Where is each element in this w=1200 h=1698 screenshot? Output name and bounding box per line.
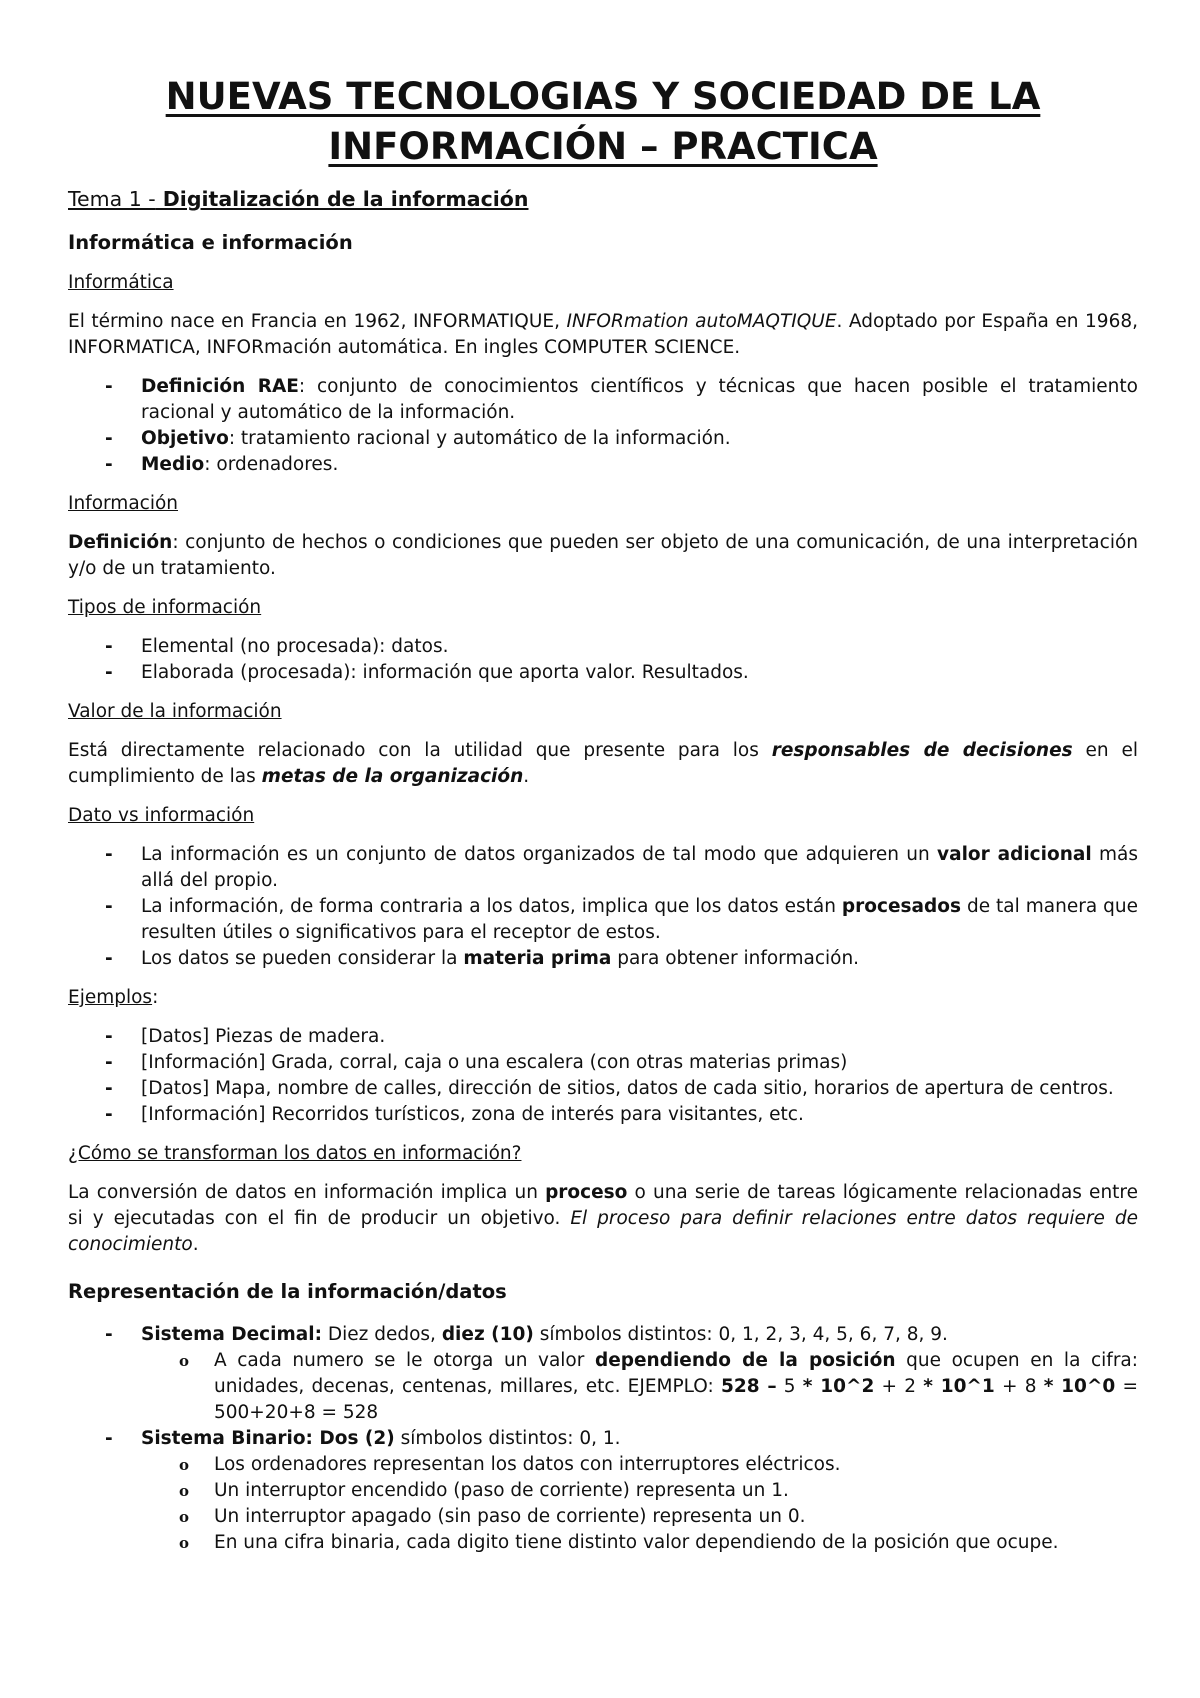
sublist-binario bbox=[141, 1452, 1138, 1556]
list-item: - Elemental (no procesada): datos. bbox=[68, 634, 1138, 660]
title-line-1: NUEVAS TECNOLOGIAS Y SOCIEDAD DE LA bbox=[165, 75, 1041, 118]
text-run: La información es un conjunto de datos organizados de tal modo que adquieren un bbox=[141, 844, 938, 865]
list-item bbox=[68, 894, 1138, 946]
list-tipos bbox=[68, 634, 1138, 686]
text-run: : conjunto de conocimientos científicos y técnicas que hacen posible el tratamiento racional y automático de la información. bbox=[141, 376, 1138, 423]
text-run: símbolos distintos: 0, 1. bbox=[394, 1428, 621, 1449]
text-run: A cada numero se le otorga un valor bbox=[214, 1350, 595, 1371]
text-run: : bbox=[152, 987, 159, 1008]
text-run: : tratamiento racional y automático de la información. bbox=[228, 428, 731, 449]
bold-italic-run: responsables de decisiones bbox=[771, 740, 1073, 761]
paragraph-informatica bbox=[68, 309, 1138, 361]
bold-term: Sistema Decimal: bbox=[141, 1324, 322, 1345]
bold-term: * 10^0 bbox=[1043, 1376, 1116, 1397]
text-run: en el cumplimiento de las bbox=[68, 740, 1138, 787]
subheading-informatica: Informática bbox=[68, 272, 174, 293]
text-run: Los datos se pueden considerar la bbox=[141, 948, 464, 969]
subheading-ejemplos bbox=[68, 985, 1138, 1011]
bold-term: Sistema Binario: Dos (2) bbox=[141, 1428, 395, 1449]
bold-italic-run: metas de la organización bbox=[261, 766, 524, 787]
paragraph-valor bbox=[68, 738, 1138, 790]
bold-term: proceso bbox=[545, 1182, 628, 1203]
list-ejemplos bbox=[68, 1024, 1138, 1128]
bold-term: Definición RAE bbox=[141, 376, 299, 397]
section-heading-informatica-informacion: Informática e información bbox=[68, 231, 353, 254]
bold-term: 528 – bbox=[720, 1376, 777, 1397]
italic-run: INFORmation autoMAQTIQUE bbox=[566, 311, 837, 332]
list-item bbox=[68, 426, 1138, 452]
bold-term: Medio bbox=[141, 454, 205, 475]
sublist-item: o Un interruptor encendido (paso de corriente) representa un 1. bbox=[138, 1478, 1138, 1504]
list-item: - [Información] Recorridos turísticos, zona de interés para visitantes, etc. bbox=[68, 1102, 1138, 1128]
text-run: o una serie de tareas lógicamente relacionadas entre si y ejecutadas con el fin de producir un objetivo. bbox=[68, 1182, 1138, 1229]
text-run: : ordenadores. bbox=[204, 454, 339, 475]
list-item: - [Datos] Piezas de madera. bbox=[68, 1024, 1138, 1050]
text-run: que ocupen en la cifra: unidades, decenas, centenas, millares, etc. EJEMPLO: bbox=[214, 1350, 1138, 1397]
sublist-decimal bbox=[141, 1348, 1138, 1426]
list-item bbox=[68, 452, 1138, 478]
text-run: + 8 bbox=[994, 1376, 1044, 1397]
document-content bbox=[68, 72, 1138, 1556]
text-run: El término nace en Francia en 1962, INFORMATIQUE, bbox=[68, 311, 567, 332]
paragraph-como bbox=[68, 1180, 1138, 1258]
list-dato-vs bbox=[68, 842, 1138, 972]
text-run: . bbox=[192, 1234, 199, 1255]
list-item bbox=[68, 946, 1138, 972]
document-title bbox=[68, 72, 1138, 172]
paragraph-definicion bbox=[68, 530, 1138, 582]
list-item-binario bbox=[68, 1426, 1138, 1556]
sublist-item: o En una cifra binaria, cada digito tiene distinto valor dependiendo de la posición que ocupe. bbox=[138, 1530, 1138, 1556]
bold-term: Objetivo bbox=[141, 428, 229, 449]
sublist-item: o Los ordenadores representan los datos con interruptores eléctricos. bbox=[138, 1452, 1138, 1478]
topic-heading bbox=[68, 184, 1138, 214]
title-line-2: INFORMACIÓN – PRACTICA bbox=[328, 125, 878, 168]
text-run: . bbox=[523, 766, 530, 787]
subheading-como: ¿Cómo se transforman los datos en información? bbox=[68, 1143, 522, 1164]
bold-term: * 10^2 bbox=[802, 1376, 875, 1397]
italic-run: El proceso para definir relaciones entre datos requiere de conocimiento bbox=[68, 1208, 1138, 1255]
text-run: + 2 bbox=[874, 1376, 924, 1397]
text-run: más allá del propio. bbox=[141, 844, 1138, 891]
list-item bbox=[68, 842, 1138, 894]
text-run: símbolos distintos: 0, 1, 2, 3, 4, 5, 6, 7, 8, 9. bbox=[533, 1324, 948, 1345]
list-item bbox=[68, 374, 1138, 426]
bold-term: dependiendo de la posición bbox=[594, 1350, 896, 1371]
text-run: La conversión de datos en información implica un bbox=[68, 1182, 546, 1203]
bold-term: * 10^1 bbox=[923, 1376, 995, 1397]
sublist-item bbox=[138, 1348, 1138, 1426]
bold-term: valor adicional bbox=[937, 844, 1092, 865]
text-run: de tal manera que resulten útiles o significativos para el receptor de estos. bbox=[141, 896, 1138, 943]
bold-term: procesados bbox=[841, 896, 961, 917]
section-heading-representacion: Representación de la información/datos bbox=[68, 1280, 507, 1303]
list-sistemas bbox=[68, 1322, 1138, 1556]
subheading-tipos: Tipos de información bbox=[68, 597, 262, 618]
bold-term: materia prima bbox=[463, 948, 612, 969]
list-item: - Elaborada (procesada): información que aporta valor. Resultados. bbox=[68, 660, 1138, 686]
text-run: . Adoptado por España en 1968, INFORMATICA, INFORmación automática. En ingles COMPUTER SCIENCE. bbox=[68, 311, 1138, 358]
text-run: La información, de forma contraria a los datos, implica que los datos están bbox=[141, 896, 842, 917]
underlined-run: Ejemplos bbox=[68, 987, 153, 1008]
text-run: = 500+20+8 = 528 bbox=[214, 1376, 1138, 1423]
subheading-valor: Valor de la información bbox=[68, 701, 282, 722]
text-run: Diez dedos, bbox=[321, 1324, 442, 1345]
bold-term: diez (10) bbox=[441, 1324, 534, 1345]
bold-term: Definición bbox=[68, 532, 173, 553]
list-item: - [Datos] Mapa, nombre de calles, dirección de sitios, datos de cada sitio, horarios de apertura de centros. bbox=[68, 1076, 1138, 1102]
text-run: 5 bbox=[776, 1376, 803, 1397]
list-item-decimal bbox=[68, 1322, 1138, 1426]
text-run: : conjunto de hechos o condiciones que pueden ser objeto de una comunicación, de una interpretación y/o de un tratamiento. bbox=[68, 532, 1138, 579]
subheading-informacion: Información bbox=[68, 493, 179, 514]
topic-text: Digitalización de la información bbox=[155, 187, 529, 211]
subheading-dato-vs: Dato vs información bbox=[68, 805, 255, 826]
text-run: para obtener información. bbox=[611, 948, 860, 969]
list-informatica bbox=[68, 374, 1138, 478]
text-run: Está directamente relacionado con la utilidad que presente para los bbox=[68, 740, 772, 761]
list-item: - [Información] Grada, corral, caja o una escalera (con otras materias primas) bbox=[68, 1050, 1138, 1076]
topic-label: Tema 1 - bbox=[68, 187, 156, 211]
sublist-item: o Un interruptor apagado (sin paso de corriente) representa un 0. bbox=[138, 1504, 1138, 1530]
